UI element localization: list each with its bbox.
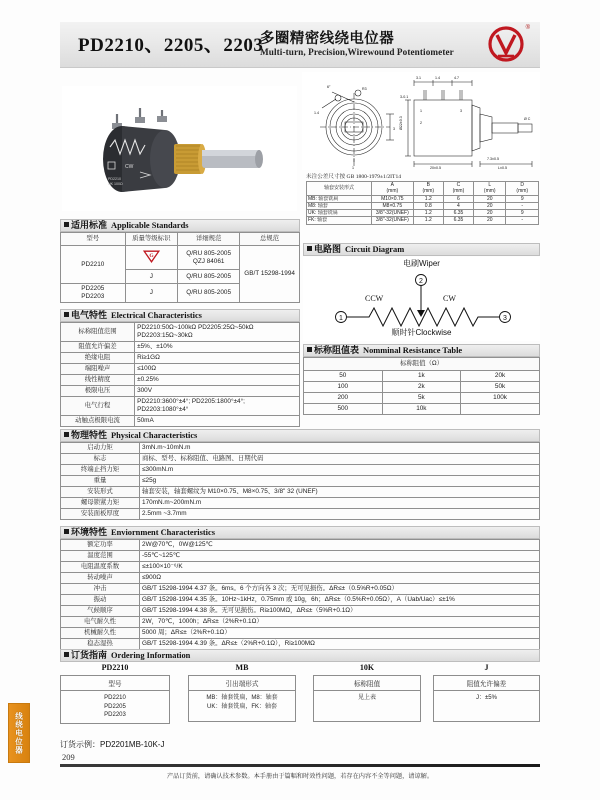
applicable-standards-table — [60, 232, 300, 303]
table-row — [304, 382, 540, 393]
dim-head-mount: 轴套安装形式 — [307, 182, 372, 196]
table-row — [61, 353, 300, 364]
ordering-column — [313, 663, 421, 722]
table-row — [61, 416, 300, 427]
table-row — [61, 573, 540, 584]
side-tab-category — [8, 703, 30, 763]
header-title-cn: 多圈精密线绕电位器 — [260, 31, 395, 47]
svg-text:Ø22±0.3: Ø22±0.3 — [399, 116, 403, 130]
resistance-cell: 10k — [382, 404, 461, 415]
product-photo — [62, 86, 297, 211]
spec-value: 170mN.m~200mN.m — [140, 498, 540, 509]
spec-label: 端阻噪声 — [61, 364, 135, 375]
table-row — [61, 584, 540, 595]
table-row — [307, 217, 539, 224]
spec-label: 启动力矩 — [61, 443, 140, 454]
dim-cell: 1.2 — [413, 195, 443, 202]
potentiometer-photo-illustration — [62, 86, 297, 211]
resistance-cell: 50k — [461, 382, 540, 393]
section-title-cn: 电路图 — [314, 244, 342, 254]
nominal-header: 标称阻值（Ω） — [304, 358, 540, 371]
physical-characteristics-table — [60, 442, 540, 520]
table-header-row — [304, 358, 540, 371]
spec-label: 冲击 — [61, 584, 140, 595]
table-row — [61, 498, 540, 509]
spec-label: 极限电压 — [61, 386, 135, 397]
dim-cell: 9 — [506, 195, 539, 202]
circuit-schematic-svg — [303, 257, 540, 341]
cw-label: CW — [443, 294, 456, 303]
ordering-column — [60, 663, 170, 724]
dim-cell: 20 — [474, 210, 506, 217]
section-bar-nominal-resistance — [303, 344, 540, 357]
resistance-cell: 5k — [382, 393, 461, 404]
spec-label: 稳态湿热 — [61, 639, 140, 650]
spec-value: 5000 周；ΔR≤±（2%R+0.1Ω） — [140, 628, 540, 639]
dim-head-a: A (mm) — [371, 182, 413, 196]
spec-value: 2W@70℃，0W@125℃ — [140, 540, 540, 551]
svg-text:1.4: 1.4 — [314, 111, 319, 115]
section-title-cn: 环境特性 — [71, 527, 108, 537]
ccw-label: CCW — [365, 294, 384, 303]
spec-value: 300V — [135, 386, 300, 397]
bullet-square-icon — [64, 222, 69, 227]
spec-label: 绝缘电阻 — [61, 353, 135, 364]
dim-cell: - — [506, 202, 539, 209]
table-row — [61, 595, 540, 606]
ordering-box — [188, 675, 296, 722]
bullet-square-icon — [307, 347, 312, 352]
table-row — [61, 465, 540, 476]
dim-cell: UK: 轴套铣扁 — [307, 210, 372, 217]
spec-value: ±5%、±10% — [135, 342, 300, 353]
ordering-column — [433, 663, 540, 722]
ordering-head: 阻值允许偏差 — [434, 676, 539, 691]
resistance-cell: 200 — [304, 393, 383, 404]
dim-head-b: B (mm) — [413, 182, 443, 196]
spec-label: 电气耐久性 — [61, 617, 140, 628]
bullet-square-icon — [307, 246, 312, 251]
std-model-line1: PD2205 — [81, 285, 105, 292]
spec-label: 安装面板厚度 — [61, 509, 140, 520]
std-grade-j-1: J — [125, 270, 178, 284]
table-row — [61, 323, 300, 342]
table-row — [307, 202, 539, 209]
section-bar-environment — [60, 526, 540, 539]
table-row — [61, 246, 300, 270]
nominal-resistance-table — [303, 357, 540, 415]
spec-label: 安装形式 — [61, 487, 140, 498]
std-grade-logo-cell — [125, 246, 178, 270]
technical-drawing — [302, 72, 540, 170]
dim-cell: 6 — [443, 195, 473, 202]
bullet-square-icon — [64, 432, 69, 437]
table-row — [61, 540, 540, 551]
dim-head-c: C (mm) — [443, 182, 473, 196]
dim-cell: 6.35 — [443, 210, 473, 217]
std-model-pd2205-2203 — [61, 284, 126, 303]
resistance-cell: 2k — [382, 382, 461, 393]
svg-text:1: 1 — [352, 166, 354, 170]
section-title-en: Applicable Standards — [111, 221, 189, 230]
spec-value: PD2210:50Ω~100kΩ PD2205:25Ω~50kΩ PD2203:15Ω~30kΩ — [135, 323, 300, 342]
spec-label: 温度范围 — [61, 551, 140, 562]
section-title-en: Electrical Characteristics — [111, 311, 202, 320]
company-logo — [484, 24, 530, 66]
dim-cell: - — [506, 217, 539, 224]
spec-value: GB/T 15298-1994 4.39 条。ΔR≤±（2%R+0.1Ω），Ri≥100MΩ — [140, 639, 540, 650]
ordering-code: 10K — [359, 663, 375, 672]
svg-text:PD2210: PD2210 — [108, 177, 121, 181]
side-tab-label: 线绕电位器 — [14, 711, 24, 755]
spec-label: 气候顺序 — [61, 606, 140, 617]
dimension-tolerance-note: 未注公差尺寸按 GB 1800-1979±1/2IT14 — [306, 174, 402, 180]
spec-label: 阻值允许偏差 — [61, 342, 135, 353]
quality-grade-g-icon — [143, 250, 160, 263]
section-title-cn: 适用标准 — [71, 220, 108, 230]
footer-note: 产品订货前，请确认技术参数。本手册由于篇幅和时效性问题，若存在内容不全等问题，请谅解。 — [166, 773, 434, 780]
ordering-code: J — [484, 663, 489, 672]
section-title-en: Nomminal Resistance Table — [363, 346, 463, 355]
logo-icon — [484, 24, 530, 66]
std-general-spec: GB/T 15298-1994 — [240, 246, 300, 303]
svg-text:R3: R3 — [362, 87, 367, 91]
resistance-cell: 500 — [304, 404, 383, 415]
spec-value: ≤±100×10⁻⁶/K — [140, 562, 540, 573]
svg-text:3: 3 — [460, 109, 462, 113]
spec-value: ≤300mN.m — [140, 465, 540, 476]
section-title-cn: 订货指南 — [71, 650, 108, 660]
section-title-en: Ordering Information — [111, 651, 191, 660]
dim-cell: 3/8"-32(UNEF) — [371, 217, 413, 224]
spec-label: 标志 — [61, 454, 140, 465]
ordering-head: 标称阻值 — [314, 676, 420, 691]
spec-label: 额定功率 — [61, 540, 140, 551]
resistance-cell: 1k — [382, 371, 461, 382]
circuit-diagram — [303, 257, 540, 341]
dim-head-l: L (mm) — [474, 182, 506, 196]
bullet-square-icon — [64, 529, 69, 534]
svg-text:3.1: 3.1 — [416, 76, 421, 80]
resistance-cell — [461, 404, 540, 415]
section-bar-circuit-diagram — [303, 243, 540, 256]
ordering-code: PD2210 — [101, 663, 129, 672]
spec-label: 转动噪声 — [61, 573, 140, 584]
dim-cell: MB: 轴套铣扁 — [307, 195, 372, 202]
table-row — [61, 487, 540, 498]
ordering-example: 订货示例：PD2201MB-10K-J — [60, 740, 165, 749]
ordering-box — [313, 675, 421, 722]
spec-value: 轴套安装，轴套螺纹为 M10×0.75、M8×0.75、3/8" 32 (UNEF) — [140, 487, 540, 498]
spec-label: 重量 — [61, 476, 140, 487]
section-title-en: Circuit Diagram — [345, 245, 405, 254]
svg-text:1: 1 — [420, 109, 422, 113]
resistance-cell: 20k — [461, 371, 540, 382]
svg-text:2: 2 — [419, 278, 423, 285]
std-model-pd2210: PD2210 — [61, 246, 126, 284]
wiper-label: 电刷Wiper — [403, 259, 440, 268]
table-row — [307, 210, 539, 217]
svg-text:CW: CW — [125, 164, 134, 170]
ordering-head: 型号 — [61, 676, 169, 691]
std-head-model: 型号 — [61, 233, 126, 246]
spec-label: 电阻温度系数 — [61, 562, 140, 573]
table-row — [304, 393, 540, 404]
spec-value: Ri≥1GΩ — [135, 353, 300, 364]
spec-label: 机械耐久性 — [61, 628, 140, 639]
std-detail-2: Q/RU 805-2005 — [178, 270, 240, 284]
ordering-code: MB — [235, 663, 249, 672]
section-title-cn: 电气特性 — [71, 310, 108, 320]
header-model-numbers: PD2210、2205、2203 — [78, 35, 264, 56]
page-header — [60, 22, 540, 68]
spec-value: 2.5mm ~3.7mm — [140, 509, 540, 520]
svg-text:UK 100Ω: UK 100Ω — [108, 182, 123, 186]
std-model-line2: PD2203 — [81, 293, 105, 300]
section-bar-physical — [60, 429, 540, 442]
dim-head-d: D (mm) — [506, 182, 539, 196]
table-row — [304, 404, 540, 415]
table-row — [61, 443, 540, 454]
table-row — [307, 195, 539, 202]
spec-label: 标称阻值范围 — [61, 323, 135, 342]
ordering-body: J：±5% — [476, 695, 497, 701]
bullet-square-icon — [64, 652, 69, 657]
dim-cell: 1.2 — [413, 217, 443, 224]
registered-mark: ® — [525, 25, 530, 31]
spec-label: 动触点极限电流 — [61, 416, 135, 427]
spec-value: ≤900Ω — [140, 573, 540, 584]
dimension-table — [306, 181, 539, 225]
table-header-row — [61, 233, 300, 246]
dim-cell: 4 — [443, 202, 473, 209]
spec-value: 2W，70℃，1000h；ΔR≤±（2%R+0.1Ω） — [140, 617, 540, 628]
svg-text:6°: 6° — [327, 85, 331, 89]
ordering-body: PD2210 PD2205 PD2203 — [104, 695, 126, 719]
table-row — [61, 562, 540, 573]
spec-value: GB/T 15298-1994 4.38 条。无可见损伤。Ri≥100MΩ，ΔR≤±（5%R+0.1Ω） — [140, 606, 540, 617]
spec-label: 电气行程 — [61, 397, 135, 416]
table-row — [61, 375, 300, 386]
spec-value: GB/T 15298-1994 4.37 条。6ms。6 个方向各 3 次；无可见损伤。ΔR≤±（0.5%R+0.05Ω） — [140, 584, 540, 595]
ordering-box — [60, 675, 170, 724]
spec-value: PD2210:3600°±4°; PD2205:1800°±4°; PD2203:1080°±4° — [135, 397, 300, 416]
table-row — [61, 509, 540, 520]
spec-value: ±0.25% — [135, 375, 300, 386]
std-detail-line1: Q/RU 805-2005 — [186, 249, 232, 257]
svg-text:G: G — [149, 252, 154, 259]
resistance-cell: 50 — [304, 371, 383, 382]
table-row — [61, 639, 540, 650]
spec-value: ≤100Ω — [135, 364, 300, 375]
table-row — [61, 386, 300, 397]
std-detail-line2: QZJ 84061 — [192, 257, 225, 265]
svg-text:1: 1 — [339, 315, 343, 322]
spec-label: 终端止挡力矩 — [61, 465, 140, 476]
dim-cell: 0.8 — [413, 202, 443, 209]
ordering-body: MB：轴套铣扁，M8：轴套 UK：轴套铣扁，FK：轴套 — [206, 695, 278, 710]
section-title-en: Physical Characteristics — [111, 431, 198, 440]
section-title-cn: 标称阻值表 — [314, 345, 360, 355]
std-detail-3: Q/RU 805-2005 — [178, 284, 240, 303]
svg-text:3: 3 — [393, 127, 395, 131]
spec-value: 50mA — [135, 416, 300, 427]
dim-cell: 20 — [474, 195, 506, 202]
spec-label: 振动 — [61, 595, 140, 606]
table-row — [61, 606, 540, 617]
ordering-information — [60, 663, 540, 749]
page-number: 209 — [62, 752, 75, 762]
dim-cell: 1.2 — [413, 210, 443, 217]
spec-value: ≤25g — [140, 476, 540, 487]
ordering-column — [188, 663, 296, 722]
section-title-cn: 物理特性 — [71, 430, 108, 440]
std-head-detail: 详细规范 — [178, 233, 240, 246]
table-row — [61, 364, 300, 375]
table-row — [304, 371, 540, 382]
header-title-en: Multi-turn, Precision,Wirewound Potentiometer — [260, 47, 454, 57]
svg-text:2: 2 — [420, 121, 422, 125]
dim-cell: 20 — [474, 217, 506, 224]
dim-cell: 3/8"-32(UNEF) — [371, 210, 413, 217]
svg-text:1.4: 1.4 — [435, 76, 440, 80]
ordering-body: 见上表 — [357, 695, 376, 701]
electrical-characteristics-table — [60, 322, 300, 427]
dim-cell: 9 — [506, 210, 539, 217]
dim-cell: M10×0.75 — [371, 195, 413, 202]
table-row — [61, 476, 540, 487]
dim-cell: 6.35 — [443, 217, 473, 224]
spec-value: 3mN.m~10mN.m — [140, 443, 540, 454]
dimension-drawing-svg — [302, 72, 540, 170]
table-row — [61, 628, 540, 639]
svg-text:Ø C: Ø C — [524, 117, 531, 121]
table-row — [61, 397, 300, 416]
footer-divider — [60, 764, 540, 767]
svg-text:4.7: 4.7 — [454, 76, 459, 80]
dim-cell: M8: 轴套 — [307, 202, 372, 209]
table-row — [61, 617, 540, 628]
spec-value: 商标、型号、标称阻值、电路图、日期代码 — [140, 454, 540, 465]
dim-cell: 20 — [474, 202, 506, 209]
ordering-head: 引出端形式 — [189, 676, 295, 691]
dim-cell: M8×0.75 — [371, 202, 413, 209]
dim-cell: FK: 轴套 — [307, 217, 372, 224]
std-head-general: 总规范 — [240, 233, 300, 246]
spec-label: 线性精度 — [61, 375, 135, 386]
svg-text:L±0.5: L±0.5 — [498, 166, 507, 170]
table-row — [61, 454, 540, 465]
svg-text:3: 3 — [503, 315, 507, 322]
environment-characteristics-table — [60, 539, 540, 650]
bullet-square-icon — [64, 312, 69, 317]
table-row — [61, 342, 300, 353]
spec-value: -55℃~125℃ — [140, 551, 540, 562]
clockwise-label: 顺时针Clockwise — [391, 328, 452, 337]
ordering-box — [433, 675, 540, 722]
dimension-table-header-row — [307, 182, 539, 196]
resistance-cell: 100k — [461, 393, 540, 404]
std-detail-1 — [178, 246, 240, 270]
svg-text:3-0.1: 3-0.1 — [400, 95, 409, 99]
spec-label: 螺母锁紧力矩 — [61, 498, 140, 509]
section-bar-electrical — [60, 309, 300, 322]
section-bar-ordering — [60, 649, 540, 662]
section-bar-applicable-standards — [60, 219, 300, 232]
std-grade-j-2: J — [125, 284, 178, 303]
std-head-grade: 质量等级标识 — [125, 233, 178, 246]
spec-value: GB/T 15298-1994 4.35 条。10Hz~1kHz，0.75mm 或 10g，6h；ΔR≤±（0.5%R+0.05Ω），A（Uab/Uac）≤±1% — [140, 595, 540, 606]
section-title-en: Enviornment Characteristics — [111, 528, 215, 537]
svg-text:7.3±0.5: 7.3±0.5 — [487, 157, 499, 161]
table-row — [61, 551, 540, 562]
svg-text:20±0.5: 20±0.5 — [430, 166, 441, 170]
resistance-cell: 100 — [304, 382, 383, 393]
